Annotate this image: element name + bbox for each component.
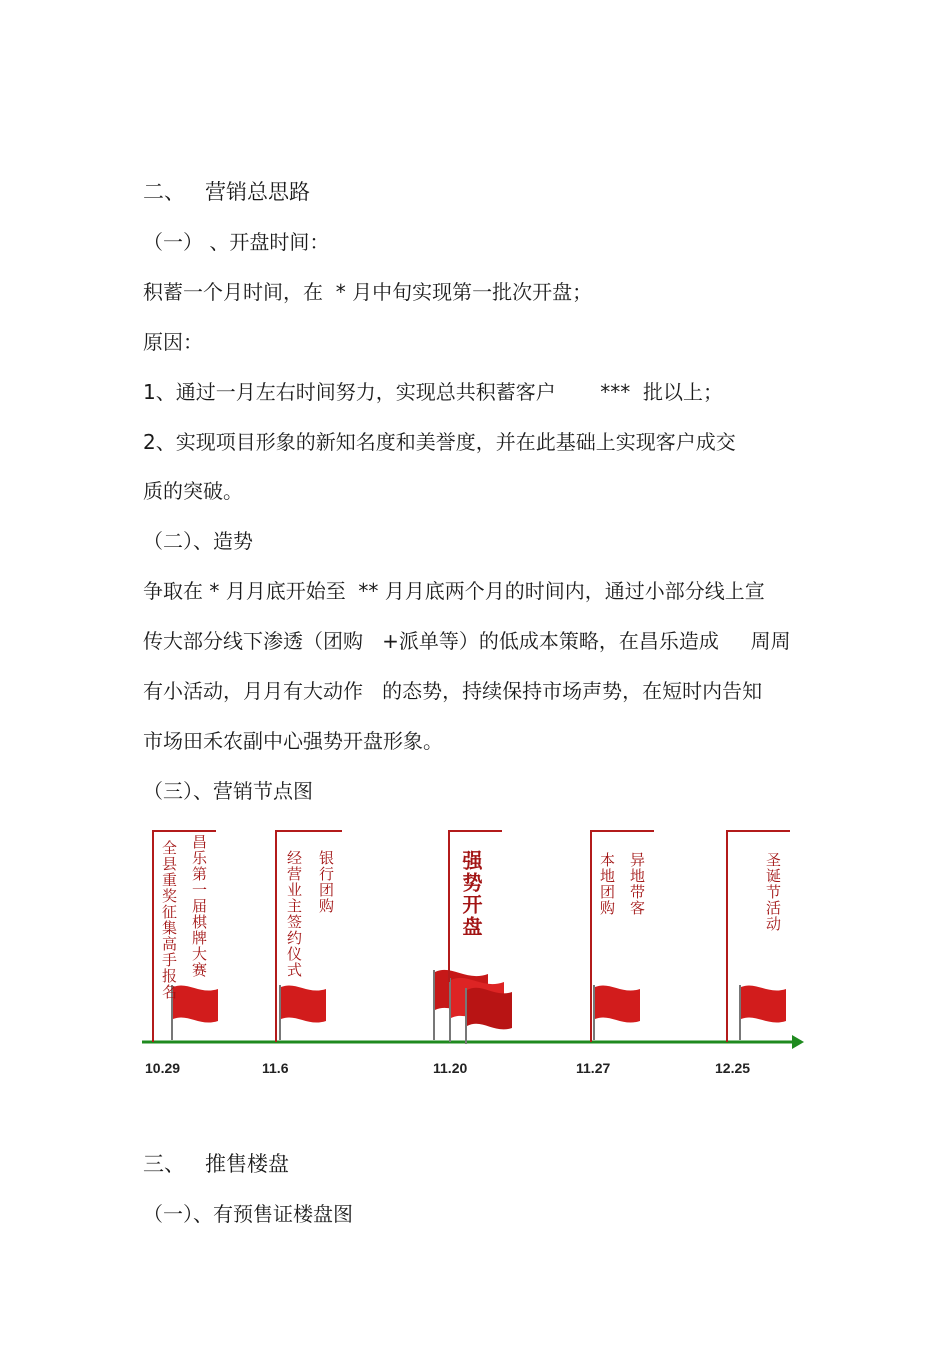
timeline-axis-arrow	[792, 1035, 804, 1049]
sub2-p3: 有小活动，月月有大动作 的态势，持续保持市场声势，在短时内告知	[143, 679, 763, 703]
node-text: 全县重奖征集高手报名	[160, 840, 178, 1000]
sub2-p1: 争取在 * 月月底开始至 ** 月月底两个月的时间内，通过小部分线上宣	[143, 579, 765, 603]
node-date: 11.6	[262, 1060, 289, 1076]
sub1-line1: 积蓄一个月时间，在 * 月中旬实现第一批次开盘；	[143, 280, 593, 304]
reason-2a: 2、实现项目形象的新知名度和美誉度，并在此基础上实现客户成交	[143, 430, 736, 454]
section3-sub1-title: （一）、有预售证楼盘图	[143, 1202, 353, 1226]
section2-heading: 二、 营销总思路	[143, 180, 311, 204]
reason-label: 原因：	[143, 330, 203, 354]
node-text-strong: 强势开盘	[459, 850, 483, 938]
node-date: 11.27	[576, 1060, 611, 1076]
node-text: 本地团购	[598, 852, 616, 916]
sub1-title: （一） 、开盘时间：	[143, 230, 330, 254]
node-text: 经营业主签约仪式	[285, 850, 303, 978]
node-text: 银行团购	[317, 850, 335, 914]
node-date: 11.20	[433, 1060, 468, 1076]
node-text: 异地带客	[628, 852, 646, 916]
sub3-title: （三）、营销节点图	[143, 779, 313, 803]
sub2-p2: 传大部分线下渗透（团购 +派单等）的低成本策略，在昌乐造成 周周	[143, 629, 791, 653]
marketing-timeline	[140, 820, 810, 1090]
node-date: 10.29	[145, 1060, 181, 1076]
reason-2b: 质的突破。	[143, 479, 243, 503]
node-text: 昌乐第一届棋牌大赛	[190, 834, 208, 978]
sub2-p4: 市场田禾农副中心强势开盘形象。	[143, 729, 443, 753]
reason-1: 1、通过一月左右时间努力，实现总共积蓄客户 *** 批以上；	[143, 380, 723, 404]
section3-heading: 三、 推售楼盘	[143, 1152, 290, 1176]
sub2-title: （二）、造势	[143, 529, 253, 553]
node-date: 12.25	[715, 1060, 751, 1076]
node-text: 圣诞节活动	[764, 852, 782, 932]
